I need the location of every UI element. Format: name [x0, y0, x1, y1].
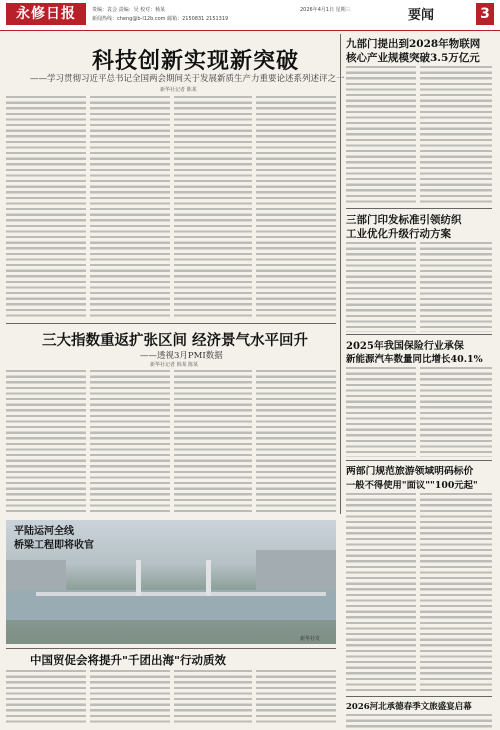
section-name: 要闻 — [408, 8, 435, 23]
bottom-right-headline: 2026河北承德春季文旅盛宴启幕 — [346, 702, 472, 712]
issue-date: 2026年4月1日 星期三 — [300, 7, 351, 13]
lead-article-column — [90, 96, 170, 320]
contact-info: 新闻热线：cheng@b-l12b.com 邮箱：2150831 2151319 — [92, 16, 229, 22]
lead-headline: 科技创新实现新突破 — [92, 48, 300, 74]
page-number: 3 — [476, 3, 494, 25]
masthead — [0, 0, 500, 31]
section-rule — [346, 208, 492, 209]
mid-article-column — [174, 370, 252, 515]
section-rule — [6, 323, 336, 324]
right-article-1-headline: 九部门提出到2028年物联网 — [346, 38, 481, 50]
photo-title-line2: 桥梁工程即将收官 — [14, 540, 94, 551]
section-rule — [346, 696, 492, 697]
section-rule — [6, 648, 336, 649]
bottom-right-column — [346, 714, 492, 728]
mid-article-column — [256, 370, 336, 515]
column-divider — [340, 34, 341, 514]
lead-byline: 新华社记者 陈某 — [160, 87, 197, 93]
right-article-3-column — [420, 367, 492, 457]
lead-article-column — [256, 96, 336, 320]
photo-credit: 新华社发 — [300, 636, 321, 642]
right-article-4-column — [420, 493, 492, 693]
right-article-2-headline: 三部门印发标准引领纺织 — [346, 214, 462, 226]
section-rule — [346, 460, 492, 461]
mid-byline: 新华社记者 韩某 陈某 — [150, 362, 199, 368]
right-article-2-headline-line2: 工业优化升级行动方案 — [346, 228, 451, 240]
right-article-1-column — [420, 66, 492, 206]
lead-article-column — [6, 96, 86, 320]
newspaper-logo: 永修日报 — [6, 3, 86, 25]
right-article-3-headline: 2025年我国保险行业承保 — [346, 341, 464, 352]
bottom-article-column — [256, 670, 336, 726]
right-article-3-column — [346, 367, 416, 457]
right-article-3-headline-line2: 新能源汽车数量同比增长40.1% — [346, 354, 483, 365]
mid-article-column — [6, 370, 86, 515]
lead-article-column — [174, 96, 252, 320]
mid-subtitle: ——透视3月PMI数据 — [140, 351, 223, 361]
section-rule — [346, 334, 492, 335]
photo-title: 平陆运河全线 — [14, 526, 74, 537]
mid-headline: 三大指数重返扩张区间 经济景气水平回升 — [42, 332, 309, 349]
bottom-article-column — [174, 670, 252, 726]
bottom-article-column — [90, 670, 170, 726]
right-article-4-headline-line2: 一般不得使用"面议""100元起" — [346, 480, 478, 491]
right-article-1-headline-line2: 核心产业规模突破3.5万亿元 — [346, 52, 480, 64]
right-article-4-column — [346, 493, 416, 693]
editor-info: 贵编：袁会 责编：吴 校对：杨某 — [92, 7, 166, 13]
right-article-2-column — [346, 242, 416, 332]
mid-article-column — [90, 370, 170, 515]
right-article-2-column — [420, 242, 492, 332]
lead-subtitle: ——学习贯彻习近平总书记全国两会期间关于发展新质生产力重要论述系列述评之一 — [30, 74, 345, 84]
bridge-deck — [36, 592, 326, 596]
right-article-1-column — [346, 66, 416, 206]
bottom-article-column — [6, 670, 86, 726]
bottom-headline: 中国贸促会将提升"千团出海"行动质效 — [30, 653, 226, 667]
right-article-4-headline: 两部门规范旅游领域明码标价 — [346, 466, 474, 477]
